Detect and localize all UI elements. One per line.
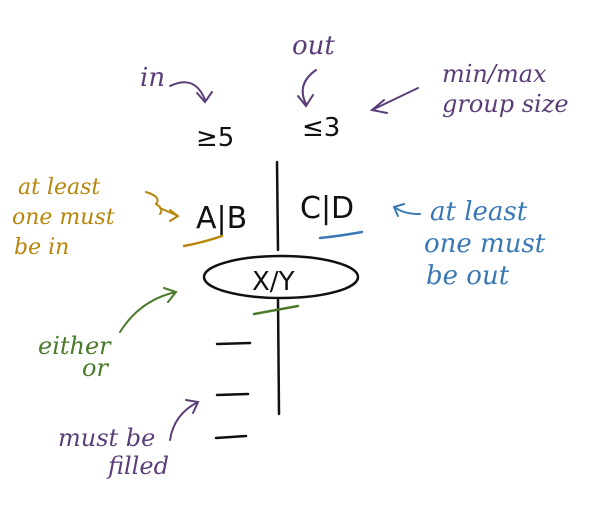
either-pair-underline (254, 306, 298, 314)
at-least-in-line2: one must (12, 205, 115, 230)
must-fill-arrow-icon (170, 400, 198, 440)
out-label: out (292, 31, 335, 61)
either-pair: X/Y (252, 267, 295, 297)
right-pair-underline (320, 232, 362, 238)
either-arrow-icon (120, 288, 176, 332)
right-pair: C|D (300, 191, 355, 226)
blank-slot (217, 343, 250, 344)
either-label-line2: or (82, 354, 108, 382)
left-pair: A|B (196, 201, 248, 236)
at-least-in-line3: be in (14, 235, 70, 260)
either-label-line1: either (38, 332, 111, 360)
in-limit: ≥5 (196, 123, 235, 153)
blank-slot (216, 436, 246, 438)
minmax-arrow-icon (372, 88, 418, 113)
minmax-label-line2: group size (442, 90, 569, 118)
in-arrow-icon (170, 82, 212, 102)
out-limit: ≤3 (302, 113, 341, 143)
out-arrow-icon (298, 70, 316, 106)
at-least-out-line3: be out (426, 261, 510, 291)
must-fill-line2: filled (108, 452, 169, 480)
at-least-out-line1: at least (430, 197, 528, 227)
at-least-out-arrow-icon (394, 204, 420, 216)
left-pair-underline (184, 236, 222, 246)
at-least-out-line2: one must (424, 229, 546, 259)
at-least-in-line1: at least (18, 175, 101, 200)
in-label: in (140, 63, 166, 93)
must-fill-line1: must be (58, 424, 156, 452)
minmax-label-line1: min/max (442, 60, 547, 88)
blank-slot (217, 394, 248, 395)
at-least-in-arrow-icon (146, 192, 178, 221)
